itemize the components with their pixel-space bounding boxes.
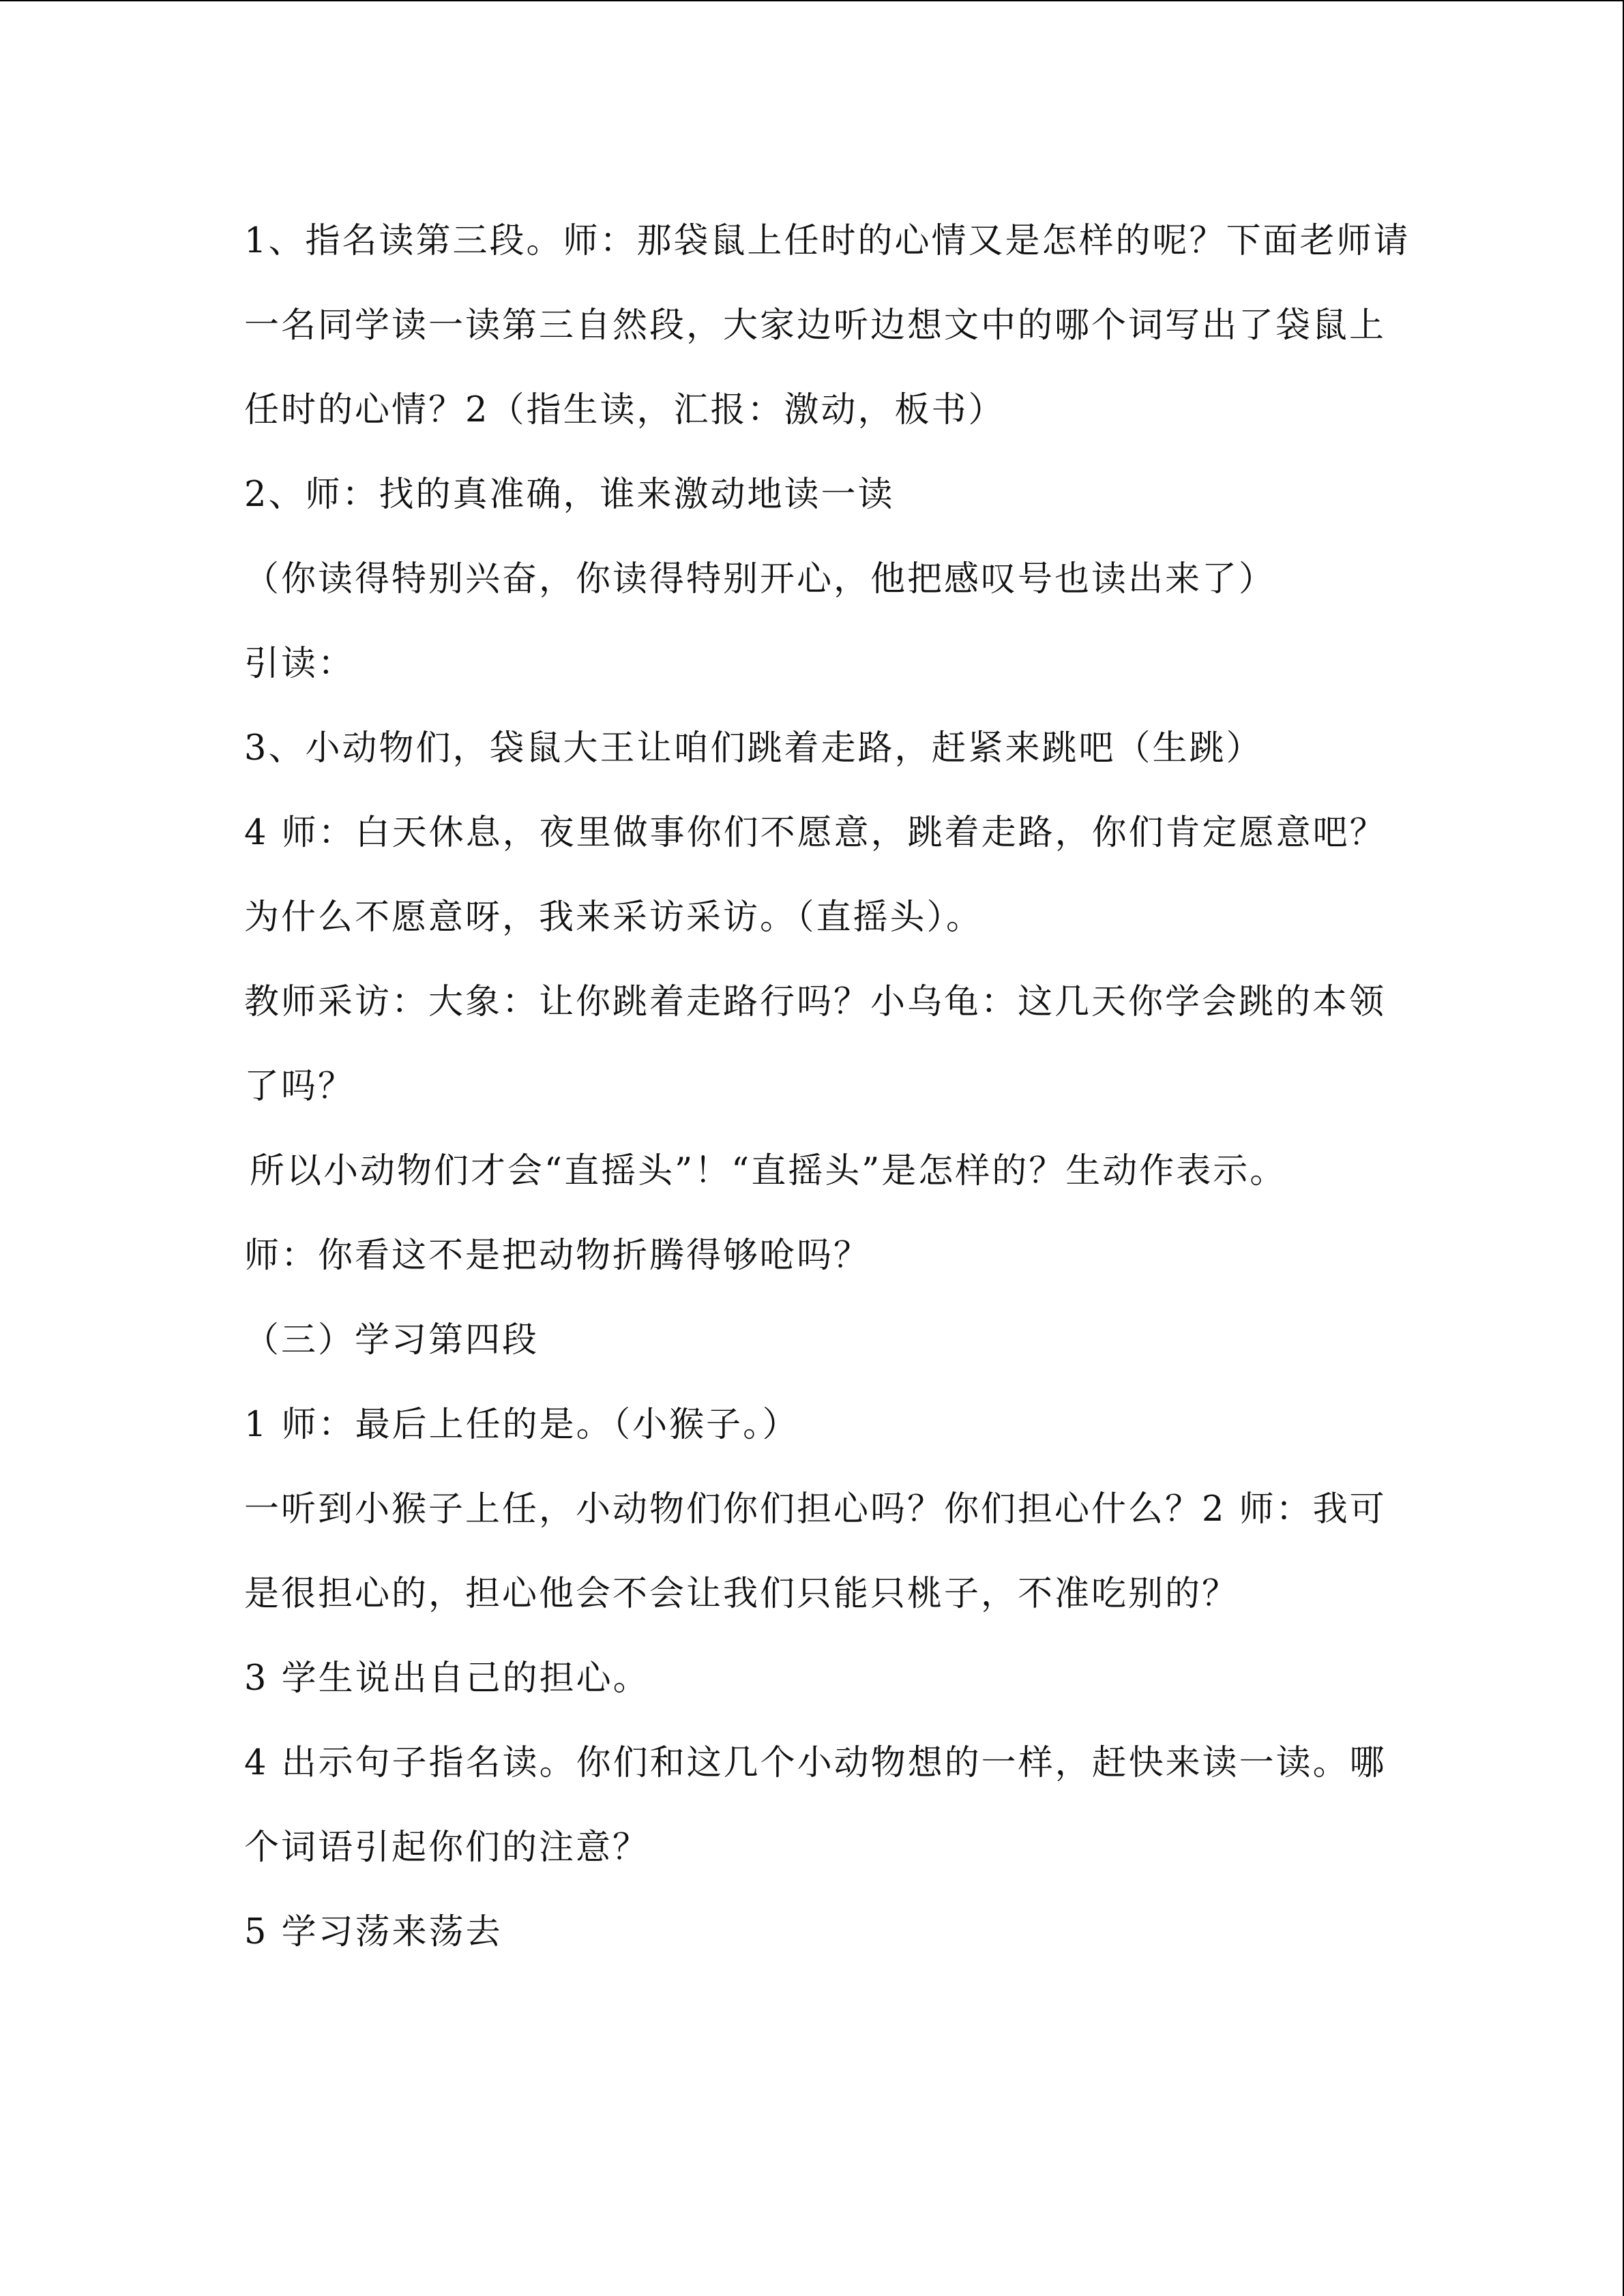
paragraph-1: 1、指名读第三段。师：那袋鼠上任时的心情又是怎样的呢？下面老师请一名同学读一读第三自然段，大家边听边想文中的哪个词写出了袋鼠上任时的心情？2（指生读，汇报：激动，板书） [244,221,1411,430]
document-body [244,199,1417,1975]
paragraph-3: （你读得特别兴奋，你读得特别开心，他把感叹号也读出来了） [244,559,1276,599]
paragraph-4: 引读： [244,644,355,684]
paragraph-15: 5 学习荡来荡去 [244,1912,503,1952]
paragraph-9: 师：你看这不是把动物折腾得够呛吗？ [244,1236,871,1276]
paragraph-12: 一听到小猴子上任，小动物们你们担心吗？你们担心什么？2 师：我可是很担心的，担心他会不会让我们只能只桃子，不准吃别的？ [244,1489,1387,1614]
section-heading: （三）学习第四段 [244,1320,540,1360]
paragraph-11: 1 师：最后上任的是。（小猴子。） [244,1405,799,1445]
paragraph-5: 3、小动物们，袋鼠大王让咱们跳着走路，赶紧来跳吧（生跳） [244,728,1263,769]
paragraph-2: 2、师：找的真准确，谁来激动地读一读 [244,475,895,515]
paragraph-7: 教师采访：大象：让你跳着走路行吗？小乌龟：这几天你学会跳的本领了吗？ [244,982,1387,1107]
paragraph-13: 3 学生说出自己的担心。 [244,1658,650,1699]
paragraph-8: 所以小动物们才会“直摇头”！“直摇头”是怎样的？生动作表示。 [250,1151,1287,1191]
paragraph-6: 4 师：白天休息，夜里做事你们不愿意，跳着走路，你们肯定愿意吧？为什么不愿意呀，我来采访采访。（直摇头）。 [244,813,1387,938]
paragraph-14: 4 出示句子指名读。你们和这几个小动物想的一样，赶快来读一读。哪个词语引起你们的注意？ [244,1743,1387,1868]
